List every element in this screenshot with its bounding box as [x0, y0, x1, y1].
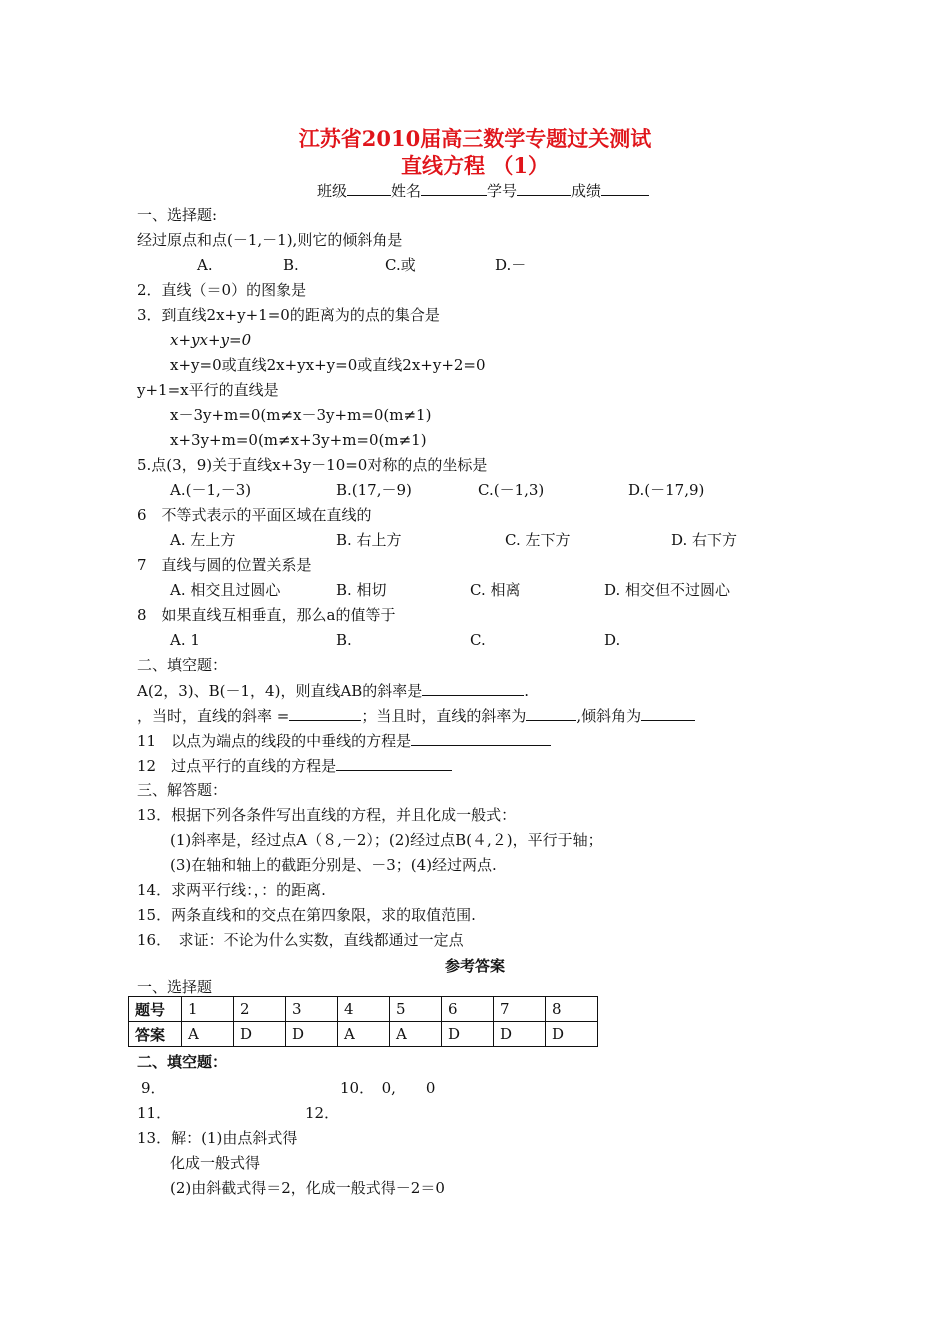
answer-10: 10． 0, 0 — [340, 1079, 436, 1097]
q13-line-2: (3)在轴和轴上的截距分别是、－3；(4)经过两点. — [170, 856, 497, 874]
question-2: 2．直线（＝0）的图象是 — [137, 281, 307, 299]
name-label: 姓名 — [391, 182, 422, 200]
q3-option-1: x+yx+y=0 — [170, 331, 252, 349]
q11-text: 11 以点为端点的线段的中垂线的方程是 — [137, 732, 412, 750]
table-cell: 3 — [286, 997, 338, 1022]
table-cell: D — [546, 1022, 598, 1047]
q7-option-d: D. 相交但不过圆心 — [604, 581, 731, 599]
table-cell: A — [390, 1022, 442, 1047]
table-cell: D — [442, 1022, 494, 1047]
q5-option-d: D.(－17,9) — [628, 481, 705, 499]
document-title: 江苏省2010届高三数学专题过关测试 — [298, 126, 652, 151]
q7-option-b: B. 相切 — [336, 581, 387, 599]
q5-option-b: B.(17,－9) — [336, 481, 412, 499]
answer-13: 13．解：(1)由点斜式得 — [137, 1129, 298, 1147]
q1-option-b: B. — [283, 256, 299, 274]
table-cell: 7 — [494, 997, 546, 1022]
question-7: 7 直线与圆的位置关系是 — [137, 556, 312, 574]
q5-option-a: A.(－1,－3) — [170, 481, 252, 499]
q10-text-b: ；当且时，直线的斜率为 — [361, 707, 527, 725]
q1-option-c: C.或 — [385, 256, 416, 274]
answer-table — [128, 996, 598, 1047]
question-11 — [137, 731, 551, 750]
number-blank[interactable] — [517, 181, 571, 196]
class-label: 班级 — [317, 182, 348, 200]
score-label: 成绩 — [571, 182, 602, 200]
q7-option-a: A. 相交且过圆心 — [170, 581, 281, 599]
score-blank[interactable] — [601, 181, 649, 196]
question-10 — [137, 706, 695, 725]
q9-blank[interactable] — [422, 681, 524, 696]
question-14: 14．求两平行线：，：的距离. — [137, 881, 326, 899]
answers-fill-title: 二、填空题： — [137, 1053, 228, 1071]
q6-option-d: D. 右下方 — [671, 531, 738, 549]
question-12 — [137, 756, 452, 775]
question-9: A(2，3)、B(－1，4)，则直线AB的斜率是 . — [137, 682, 530, 700]
question-16: 16． 求证：不论为什么实数，直线都通过一定点 — [137, 931, 464, 949]
q8-option-b: B. — [336, 631, 352, 649]
question-13: 13．根据下列各条件写出直线的方程，并且化成一般式： — [137, 806, 517, 824]
section-fill: 二、填空题： — [137, 656, 228, 674]
q10-blank-c[interactable] — [641, 706, 695, 721]
q6-option-a: A. 左上方 — [170, 531, 236, 549]
q6-option-c: C. 左下方 — [505, 531, 571, 549]
table-header-answer: 答案 — [129, 1022, 182, 1047]
q10-text-a: ，当时，直线的斜率 = — [137, 707, 290, 725]
number-label: 学号 — [487, 182, 518, 200]
question-6: 6 不等式表示的平面区域在直线的 — [137, 506, 372, 524]
q9-text: A(2，3)、B(－1，4)，则直线AB的斜率是 — [137, 682, 423, 700]
q4-option-1: x－3y+m=0(m≠x－3y+m=0(m≠1) — [170, 406, 432, 424]
question-1: 经过原点和点(－1,－1),则它的倾斜角是 — [137, 231, 403, 249]
q11-blank[interactable] — [411, 731, 551, 746]
q10-blank-a[interactable] — [289, 706, 361, 721]
q10-blank-b[interactable] — [526, 706, 576, 721]
table-cell: 4 — [338, 997, 390, 1022]
table-cell: D — [286, 1022, 338, 1047]
table-row — [129, 997, 598, 1022]
q1-option-a: A. — [197, 256, 213, 274]
q1-option-d: D.－ — [495, 256, 527, 274]
section-choice: 一、选择题: — [137, 206, 218, 224]
document-subtitle: 直线方程 （1） — [401, 153, 549, 178]
answer-13-line-2: 化成一般式得 — [170, 1154, 261, 1172]
answers-choice-title: 一、选择题 — [137, 978, 213, 996]
q3-option-2: x+y=0或直线2x+yx+y=0或直线2x+y+2=0 — [170, 356, 486, 374]
answers-title: 参考答案 — [444, 957, 505, 975]
table-cell: D — [494, 1022, 546, 1047]
table-cell: 1 — [182, 997, 234, 1022]
question-3: 3．到直线2x+y+1=0的距离为的点的集合是 — [137, 306, 440, 324]
class-blank[interactable] — [347, 181, 391, 196]
table-cell: A — [182, 1022, 234, 1047]
question-5: 5.点(3，9)关于直线x+3y－10=0对称的点的坐标是 — [137, 456, 488, 474]
question-8: 8 如果直线互相垂直，那么a的值等于 — [137, 606, 396, 624]
q8-option-c: C. — [470, 631, 486, 649]
q8-option-d: D. — [604, 631, 621, 649]
table-cell: 6 — [442, 997, 494, 1022]
table-cell: 5 — [390, 997, 442, 1022]
answer-12: 12． — [305, 1104, 340, 1122]
q6-option-b: B. 右上方 — [336, 531, 402, 549]
q13-line-1: (1)斜率是，经过点A（８,－2）；(2)经过点B(４,２)，平行于轴； — [170, 831, 603, 849]
q5-option-c: C.(－1,3) — [478, 481, 545, 499]
q12-blank[interactable] — [336, 756, 452, 771]
name-blank[interactable] — [421, 181, 487, 196]
answer-11: 11． — [137, 1104, 172, 1122]
answer-9: 9． — [141, 1079, 166, 1097]
question-4: y+1=x平行的直线是 — [137, 381, 279, 399]
section-solve: 三、解答题： — [137, 781, 228, 799]
table-cell: D — [234, 1022, 286, 1047]
question-15: 15．两条直线和的交点在第四象限，求的取值范围. — [137, 906, 476, 924]
q4-option-2: x+3y+m=0(m≠x+3y+m=0(m≠1) — [170, 431, 427, 449]
table-cell: 8 — [546, 997, 598, 1022]
table-cell: 2 — [234, 997, 286, 1022]
table-cell: A — [338, 1022, 390, 1047]
q10-text-c: ,倾斜角为 — [576, 707, 642, 725]
q7-option-c: C. 相离 — [470, 581, 521, 599]
table-header-number: 题号 — [129, 997, 182, 1022]
q12-text: 12 过点平行的直线的方程是 — [137, 757, 337, 775]
answer-13-line-3: (2)由斜截式得＝2，化成一般式得－2＝0 — [170, 1179, 445, 1197]
table-row — [129, 1022, 598, 1047]
q8-option-a: A. 1 — [170, 631, 200, 649]
student-info-line — [317, 181, 649, 200]
